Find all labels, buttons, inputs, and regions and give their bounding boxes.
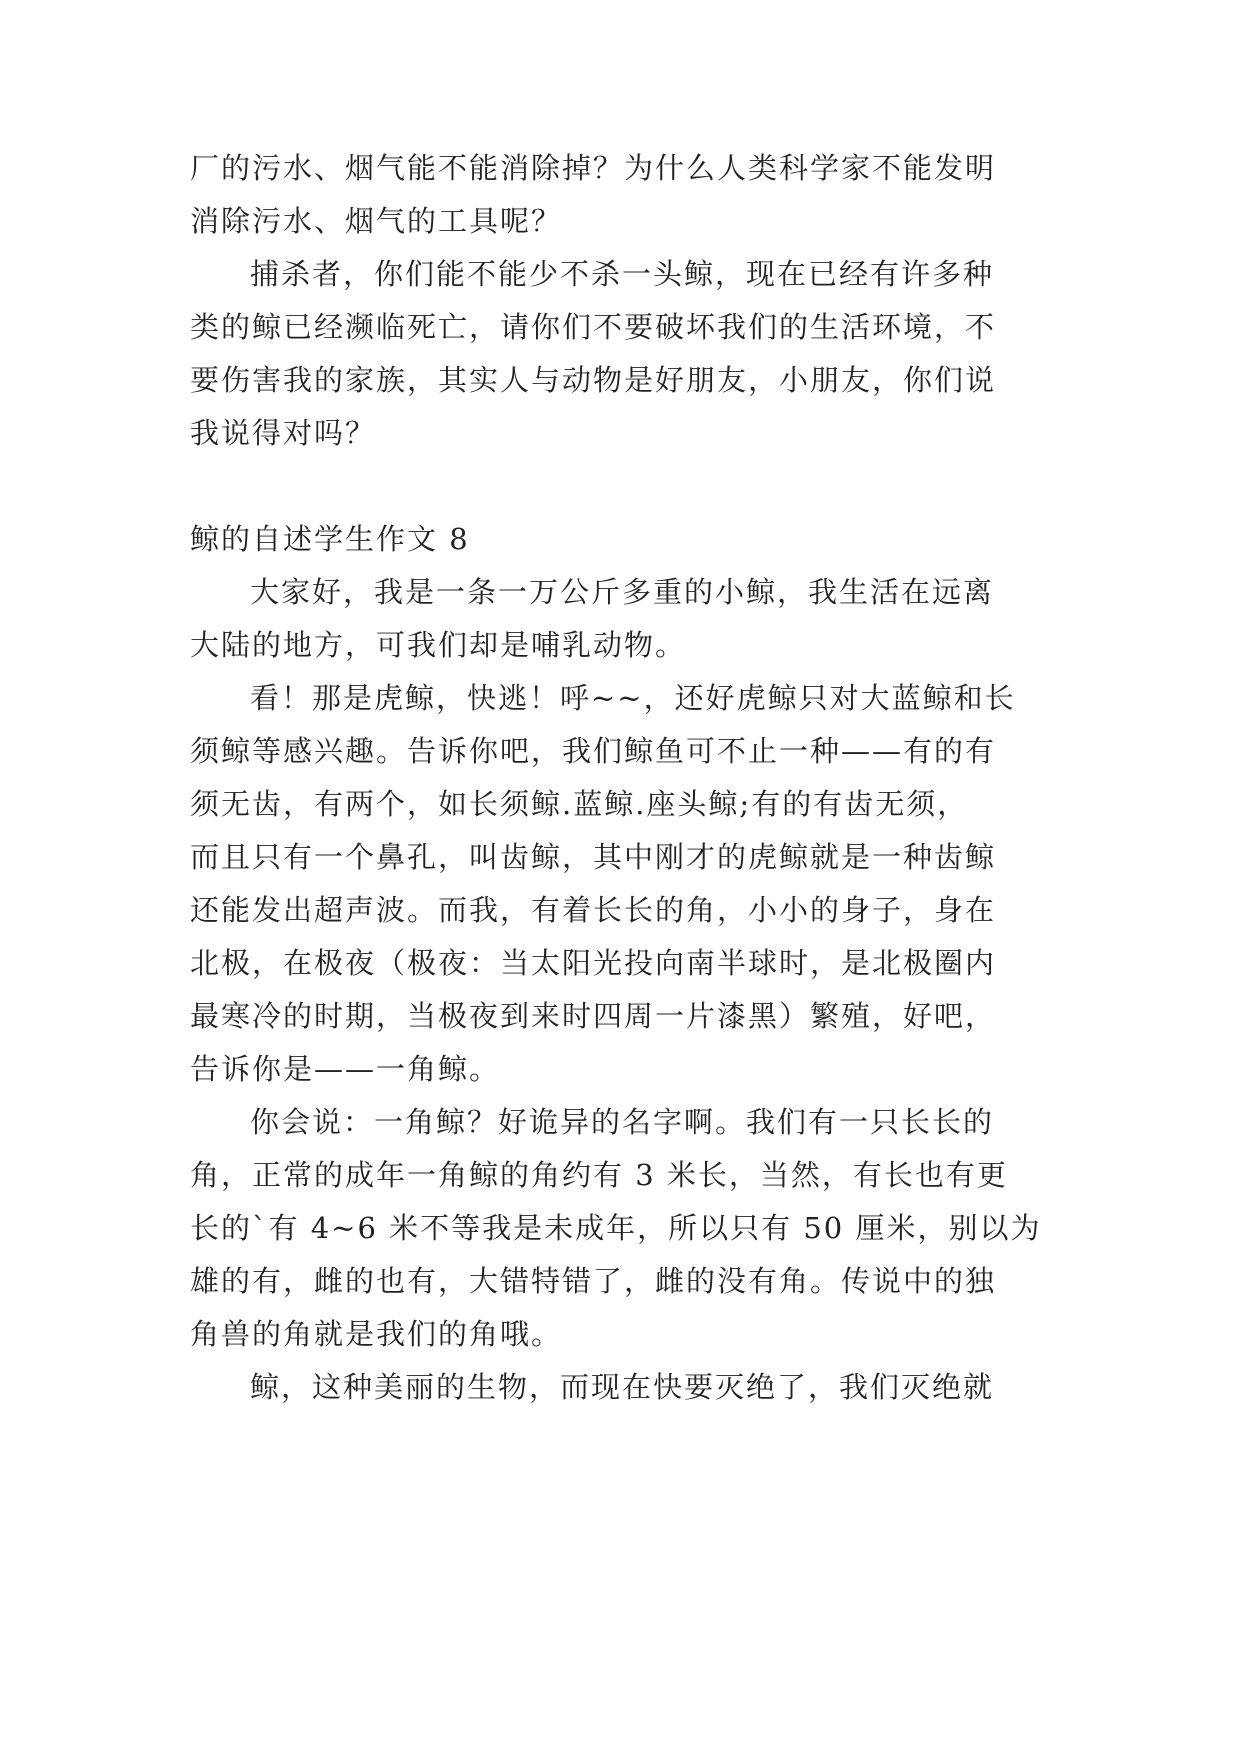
body-line: 我说得对吗？ bbox=[190, 416, 377, 450]
body-line: 须无齿，有两个，如长须鲸.蓝鲸.座头鲸;有的有齿无须， bbox=[190, 787, 969, 821]
body-line: 还能发出超声波。而我，有着长长的角，小小的身子，身在 bbox=[190, 893, 997, 927]
body-line: 长的`有 4~6 米不等我是未成年，所以只有 50 厘米，别以为 bbox=[190, 1211, 1042, 1245]
body-line: 角，正常的成年一角鲸的角约有 3 米长，当然，有长也有更 bbox=[190, 1158, 1008, 1192]
paragraph-first-line: 看！那是虎鲸，快逃！呼~~，还好虎鲸只对大蓝鲸和长 bbox=[250, 681, 1016, 715]
body-line: 北极，在极夜（极夜：当太阳光投向南半球时，是北极圈内 bbox=[190, 946, 997, 980]
body-line: 而且只有一个鼻孔，叫齿鲸，其中刚才的虎鲸就是一种齿鲸 bbox=[190, 840, 997, 874]
section-title: 鲸的自述学生作文 8 bbox=[190, 522, 470, 556]
body-line: 类的鲸已经濒临死亡，请你们不要破坏我们的生活环境，不 bbox=[190, 310, 997, 344]
body-line: 雄的有，雌的也有，大错特错了，雌的没有角。传说中的独 bbox=[190, 1264, 997, 1298]
paragraph-first-line: 鲸，这种美丽的生物，而现在快要灭绝了，我们灭绝就 bbox=[250, 1370, 995, 1404]
paragraph-first-line: 捕杀者，你们能不能少不杀一头鲸，现在已经有许多种 bbox=[250, 257, 995, 291]
body-line: 角兽的角就是我们的角哦。 bbox=[190, 1317, 563, 1351]
body-line: 告诉你是——一角鲸。 bbox=[190, 1052, 501, 1086]
paragraph-first-line: 大家好，我是一条一万公斤多重的小鲸，我生活在远离 bbox=[250, 575, 995, 609]
body-line: 须鲸等感兴趣。告诉你吧，我们鲸鱼可不止一种——有的有 bbox=[190, 734, 997, 768]
body-line: 消除污水、烟气的工具呢？ bbox=[190, 204, 563, 238]
body-line: 厂的污水、烟气能不能消除掉？为什么人类科学家不能发明 bbox=[190, 151, 997, 185]
body-line: 最寒冷的时期，当极夜到来时四周一片漆黑）繁殖，好吧， bbox=[190, 999, 997, 1033]
body-line: 要伤害我的家族，其实人与动物是好朋友，小朋友，你们说 bbox=[190, 363, 997, 397]
paragraph-first-line: 你会说：一角鲸？好诡异的名字啊。我们有一只长长的 bbox=[250, 1105, 995, 1139]
body-line: 大陆的地方，可我们却是哺乳动物。 bbox=[190, 628, 687, 662]
